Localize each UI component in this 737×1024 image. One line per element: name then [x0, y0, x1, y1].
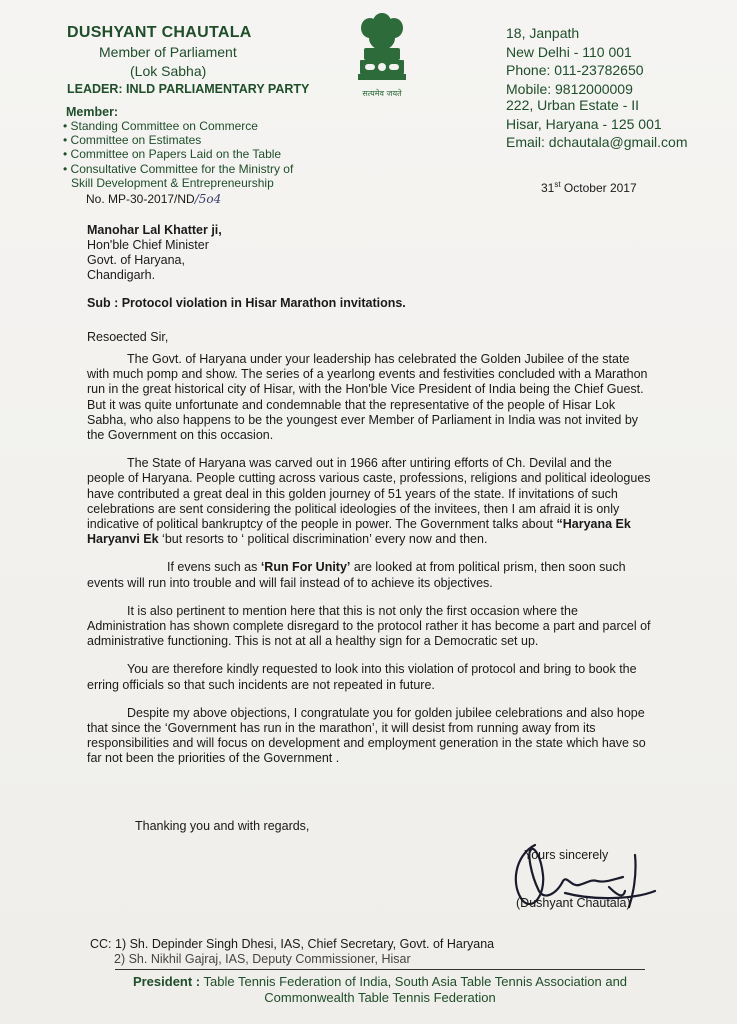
hisar-address — [506, 96, 688, 152]
signatory-name: (Dushyant Chautala) — [516, 896, 631, 910]
letter-date: 31st October 2017 — [541, 180, 637, 195]
emblem-motto: सत्यमेव जयते — [362, 89, 402, 98]
subject-line: Sub : Protocol violation in Hisar Marathon invitations. — [87, 296, 406, 310]
phone-line: Phone: 011-23782650 — [506, 62, 644, 78]
national-emblem-icon — [350, 8, 414, 106]
member-label: Member: — [66, 105, 119, 119]
address-line: 222, Urban Estate - II — [506, 97, 640, 113]
committee-item: • Committee on Papers Laid on the Table — [63, 147, 282, 162]
committee-item: • Committee on Estimates — [63, 133, 202, 148]
closing-thanks: Thanking you and with regards, — [135, 819, 310, 833]
cc-line: 2) Sh. Nikhil Gajraj, IAS, Deputy Commissioner, Hisar — [114, 952, 411, 966]
footer-text: Table Tennis Federation of India, South Asia Table Tennis Association and — [200, 974, 628, 989]
reference-number — [86, 192, 221, 206]
recipient-line: Chandigarh. — [87, 268, 156, 282]
mobile-line: Mobile: 9812000009 — [506, 80, 633, 97]
committee-item: • Consultative Committee for the Ministry of — [63, 161, 294, 176]
reference-printed: No. MP-30-2017/ND — [86, 192, 195, 206]
sender-house: (Lok Sabha) — [130, 63, 207, 79]
footer-label: President : — [132, 974, 201, 989]
committee-item: • Standing Committee on Commerce — [63, 119, 258, 133]
recipient-line: Hon'ble Chief Minister — [87, 238, 209, 252]
sender-role: Member of Parliament — [99, 44, 237, 60]
footer-divider — [115, 969, 645, 970]
email-line: Email: dchautala@gmail.com — [506, 134, 688, 150]
letter-body — [87, 352, 652, 780]
footer-text-line2: Commonwealth Table Tennis Federation — [264, 989, 496, 1005]
address-line: Hisar, Haryana - 125 001 — [506, 115, 662, 132]
paragraph: It is also pertinent to mention here that this is not only the first occasion where the Administration has shown complete disregard to the protocol rather it has become a part and parcel of administrative functioning. This is not at all a healthy sign for a Democratic set up. — [87, 603, 651, 649]
recipient-name: Manohar Lal Khatter ji, — [87, 223, 222, 237]
paragraph: If evens such as ‘Run For Unity’ are looked at from political prism, then soon such events will run into trouble and will fail instead of to achieve its objectives. — [87, 560, 626, 590]
yours-sincerely: Yours sincerely — [524, 848, 609, 862]
paragraph: You are therefore kindly requested to look into this violation of protocol and bring to book the erring officials so that such incidents are not repeated in future. — [87, 662, 637, 692]
delhi-address — [506, 24, 644, 98]
paragraph: Despite my above objections, I congratulate you for golden jubilee celebrations and also hope that since the ‘Government has run in the marathon’, it will desist from running away from its responsibilities and will focus on development and employment generation in the state which have so far not been the priorities of the Government . — [87, 705, 646, 766]
address-line: New Delhi - 110 001 — [506, 43, 632, 60]
salutation: Resoected Sir, — [87, 330, 169, 344]
cc-block — [90, 937, 494, 967]
cc-line: CC: 1) Sh. Depinder Singh Dhesi, IAS, Chief Secretary, Govt. of Haryana — [90, 937, 495, 951]
footer-president — [115, 974, 645, 1005]
committee-list — [63, 119, 323, 190]
recipient-line: Govt. of Haryana, — [87, 253, 185, 267]
reference-handwritten: /5o4 — [194, 192, 222, 206]
address-line: 18, Janpath — [506, 25, 580, 41]
committee-item: Skill Development & Entrepreneurship — [71, 175, 274, 190]
paragraph: The Govt. of Haryana under your leadership has celebrated the Golden Jubilee of the state with much pomp and show. The series of a yearlong events and festivities concluded with a Marathon run in the great historical city of Hisar, with the Hon'ble Vice President of India being the Chief Guest. But it was quite unfortunate and condemnable that the representative of the people of Hisar Lok Sabha, who also happens to be the youngest ever Member of Parliament in India was not invited by the Government on this occasion. — [87, 352, 648, 443]
paragraph: The State of Haryana was carved out in 1966 after untiring efforts of Ch. Devilal and the people of Haryana. People cutting across various caste, professions, religions and political ideologues have contributed a great deal in this golden journey of 51 years of the state. If invitations of such celebrations are sent considering the political ideologies of the invitees, then I am afraid it is only indicative of political bankruptcy of the people in power. The Government talks about “Haryana Ek Haryanvi Ek ‘but resorts to ‘ political discrimination’ every now and then. — [87, 456, 651, 547]
sender-name: DUSHYANT CHAUTALA — [67, 24, 252, 41]
sender-party-leader: LEADER: INLD PARLIAMENTARY PARTY — [67, 82, 310, 96]
recipient-block — [87, 223, 222, 283]
